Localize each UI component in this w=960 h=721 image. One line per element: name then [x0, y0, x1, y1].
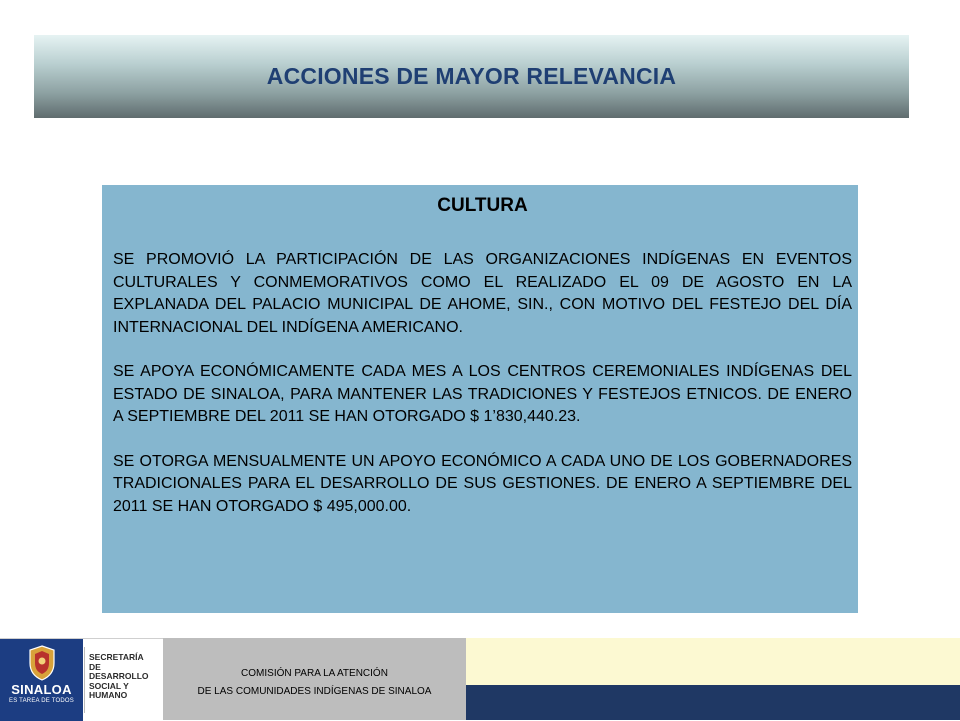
footer-yellow-band: [466, 638, 960, 685]
secretaria-label: [89, 653, 161, 701]
logo-divider: [84, 647, 85, 713]
section-title: CULTURA: [437, 195, 528, 216]
footer-commission-block: [163, 638, 466, 720]
secretaria-line: DE DESARROLLO: [89, 661, 149, 681]
page-title: ACCIONES DE MAYOR RELEVANCIA: [266, 63, 677, 89]
logo-state-name: SINALOA: [11, 682, 72, 697]
secretaria-line: SOCIAL Y: [89, 680, 129, 691]
logo-motto: ES TAREA DE TODOS: [9, 698, 74, 704]
paragraph-governors: SE OTORGA MENSUALMENTE UN APOYO ECONÓMICO A CADA UNO DE LOS GOBERNADORES TRADICIONALES PARA EL DESARROLLO DE SUS GESTIONES. DE ENERO A SEPTIEMBRE DEL 2011 SE HAN OTORGADO $ 495,000.00.: [113, 452, 852, 515]
commission-line-1: COMISIÓN PARA LA ATENCIÓN: [241, 668, 388, 679]
paragraph-events: SE PROMOVIÓ LA PARTICIPACIÓN DE LAS ORGANIZACIONES INDÍGENAS EN EVENTOS CULTURALES Y CONMEMORATIVOS COMO EL REALIZADO EL 09 DE AGOSTO EN LA EXPLANADA DEL PALACIO MUNICIPAL DE AHOME, SIN., CON MOTIVO DEL FESTEJO DEL DÍA INTERNACIONAL DEL INDÍGENA AMERICANO.: [113, 251, 852, 336]
content-panel: [102, 185, 858, 613]
footer-navy-band: [466, 685, 960, 720]
sinaloa-logo: [0, 639, 83, 721]
sinaloa-shield-icon: [27, 645, 57, 681]
secretaria-line: HUMANO: [89, 690, 128, 700]
paragraph-ceremonial-centers: SE APOYA ECONÓMICAMENTE CADA MES A LOS CENTROS CEREMONIALES INDÍGENAS DEL ESTADO DE SINALOA, PARA MANTENER LAS TRADICIONES Y FESTEJOS ETNICOS. DE ENERO A SEPTIEMBRE DEL 2011 SE HAN OTORGADO $ 1’830,440.23.: [113, 363, 852, 425]
secretaria-line: SECRETARÍA: [89, 652, 144, 662]
title-banner: [34, 35, 909, 118]
footer-logo-block: [0, 638, 163, 720]
commission-line-2: DE LAS COMUNIDADES INDÍGENAS DE SINALOA: [197, 686, 432, 697]
